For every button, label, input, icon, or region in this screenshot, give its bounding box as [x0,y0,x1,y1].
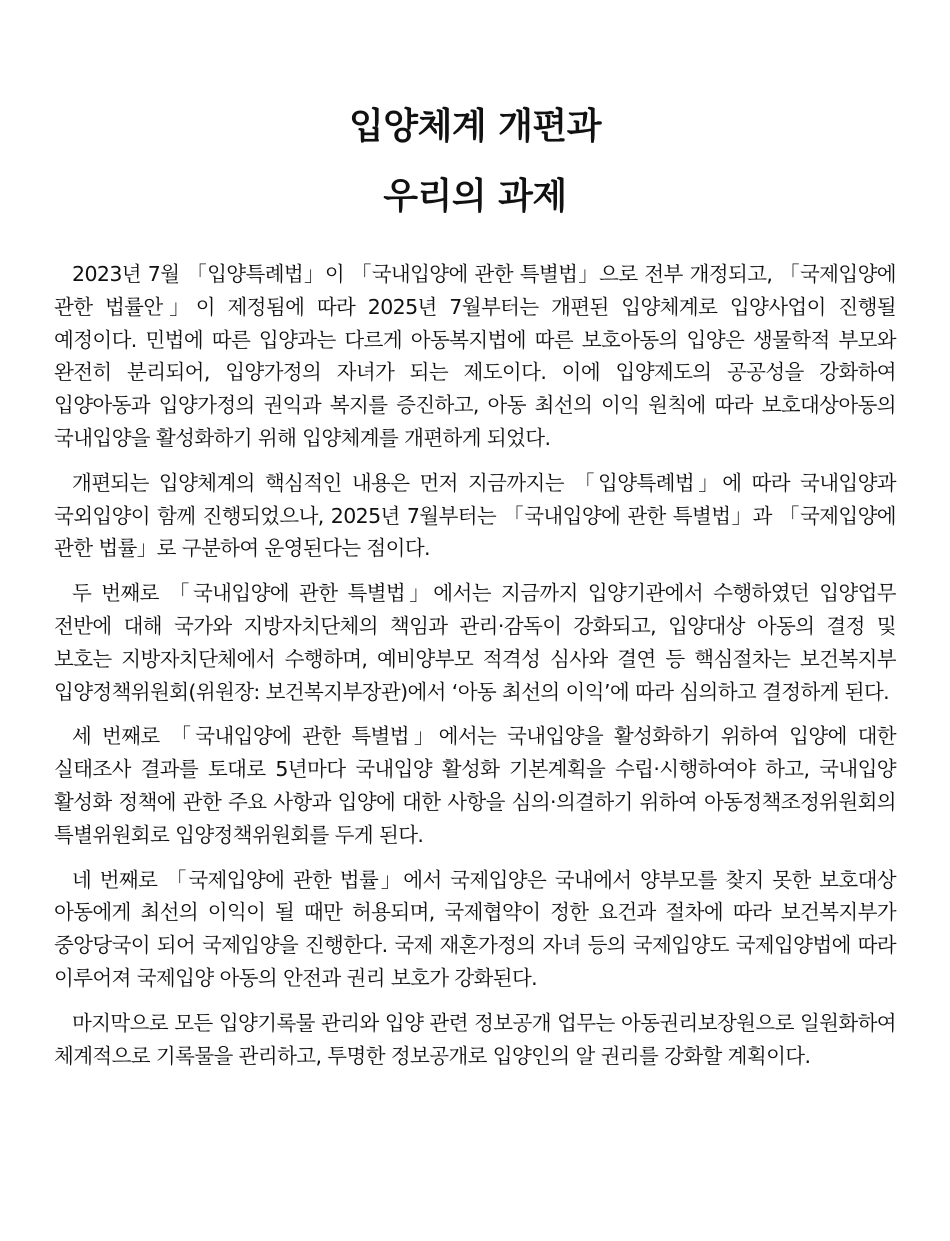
paragraph-6: 마지막으로 모든 입양기록물 관리와 입양 관련 정보공개 업무는 아동권리보장원으로 일원화하여 체계적으로 기록물을 관리하고, 투명한 정보공개로 입양인의 알 권리를 강화할 계획이다. [54,1010,896,1068]
paragraph-4: 세 번째로 「국내입양에 관한 특별법」에서는 국내입양을 활성화하기 위하여 입양에 대한 실태조사 결과를 토대로 5년마다 국내입양 활성화 기본계획을 수립·시행하여야 하고, 국내입양 활성화 정책에 관한 주요 사항과 입양에 대한 사항을 심의·의결하기 위하여 아동정책조정위원회의 특별위원회로 입양정책위원회를 두게 된다. [54,724,896,847]
paragraph-1: 2023년 7월 「입양특례법」이 「국내입양에 관한 특별법」으로 전부 개정되고, 「국제입양에 관한 법률안」이 제정됨에 따라 2025년 7월부터는 개편된 입양체계로 입양사업이 진행될 예정이다. 민법에 따른 입양과는 다르게 아동복지법에 따른 보호아동의 입양은 생물학적 부모와 완전히 분리되어, 입양가정의 자녀가 되는 제도이다. 이에 입양제도의 공공성을 강화하여 입양아동과 입양가정의 권익과 복지를 증진하고, 아동 최선의 이익 원칙에 따라 보호대상아동의 국내입양을 활성화하기 위해 입양체계를 개편하게 되었다. [54,262,896,450]
paragraph-5: 네 번째로 「국제입양에 관한 법률」에서 국제입양은 국내에서 양부모를 찾지 못한 보호대상 아동에게 최선의 이익이 될 때만 허용되며, 국제협약이 정한 요건과 절차에 따라 보건복지부가 중앙당국이 되어 국제입양을 진행한다. 국제 재혼가정의 자녀 등의 국제입양도 국제입양법에 따라 이루어져 국제입양 아동의 안전과 권리 보호가 강화된다. [54,867,896,990]
title-line-1: 입양체계 개편과 [349,106,601,147]
title-line-2: 우리의 과제 [383,176,567,217]
paragraph-3: 두 번째로 「국내입양에 관한 특별법」에서는 지금까지 입양기관에서 수행하였던 입양업무 전반에 대해 국가와 지방자치단체의 책임과 관리·감독이 강화되고, 입양대상 아동의 결정 및 보호는 지방자치단체에서 수행하며, 예비양부모 적격성 심사와 결연 등 핵심절차는 보건복지부 입양정책위원회(위원장: 보건복지부장관)에서 ‘아동 최선의 이익’에 따라 심의하고 결정하게 된다. [54,581,896,704]
paragraph-2: 개편되는 입양체계의 핵심적인 내용은 먼저 지금까지는 「입양특례법」에 따라 국내입양과 국외입양이 함께 진행되었으나, 2025년 7월부터는 「국내입양에 관한 특별법」과 「국제입양에 관한 법률」로 구분하여 운영된다는 점이다. [54,470,896,561]
document-title [54,92,896,232]
